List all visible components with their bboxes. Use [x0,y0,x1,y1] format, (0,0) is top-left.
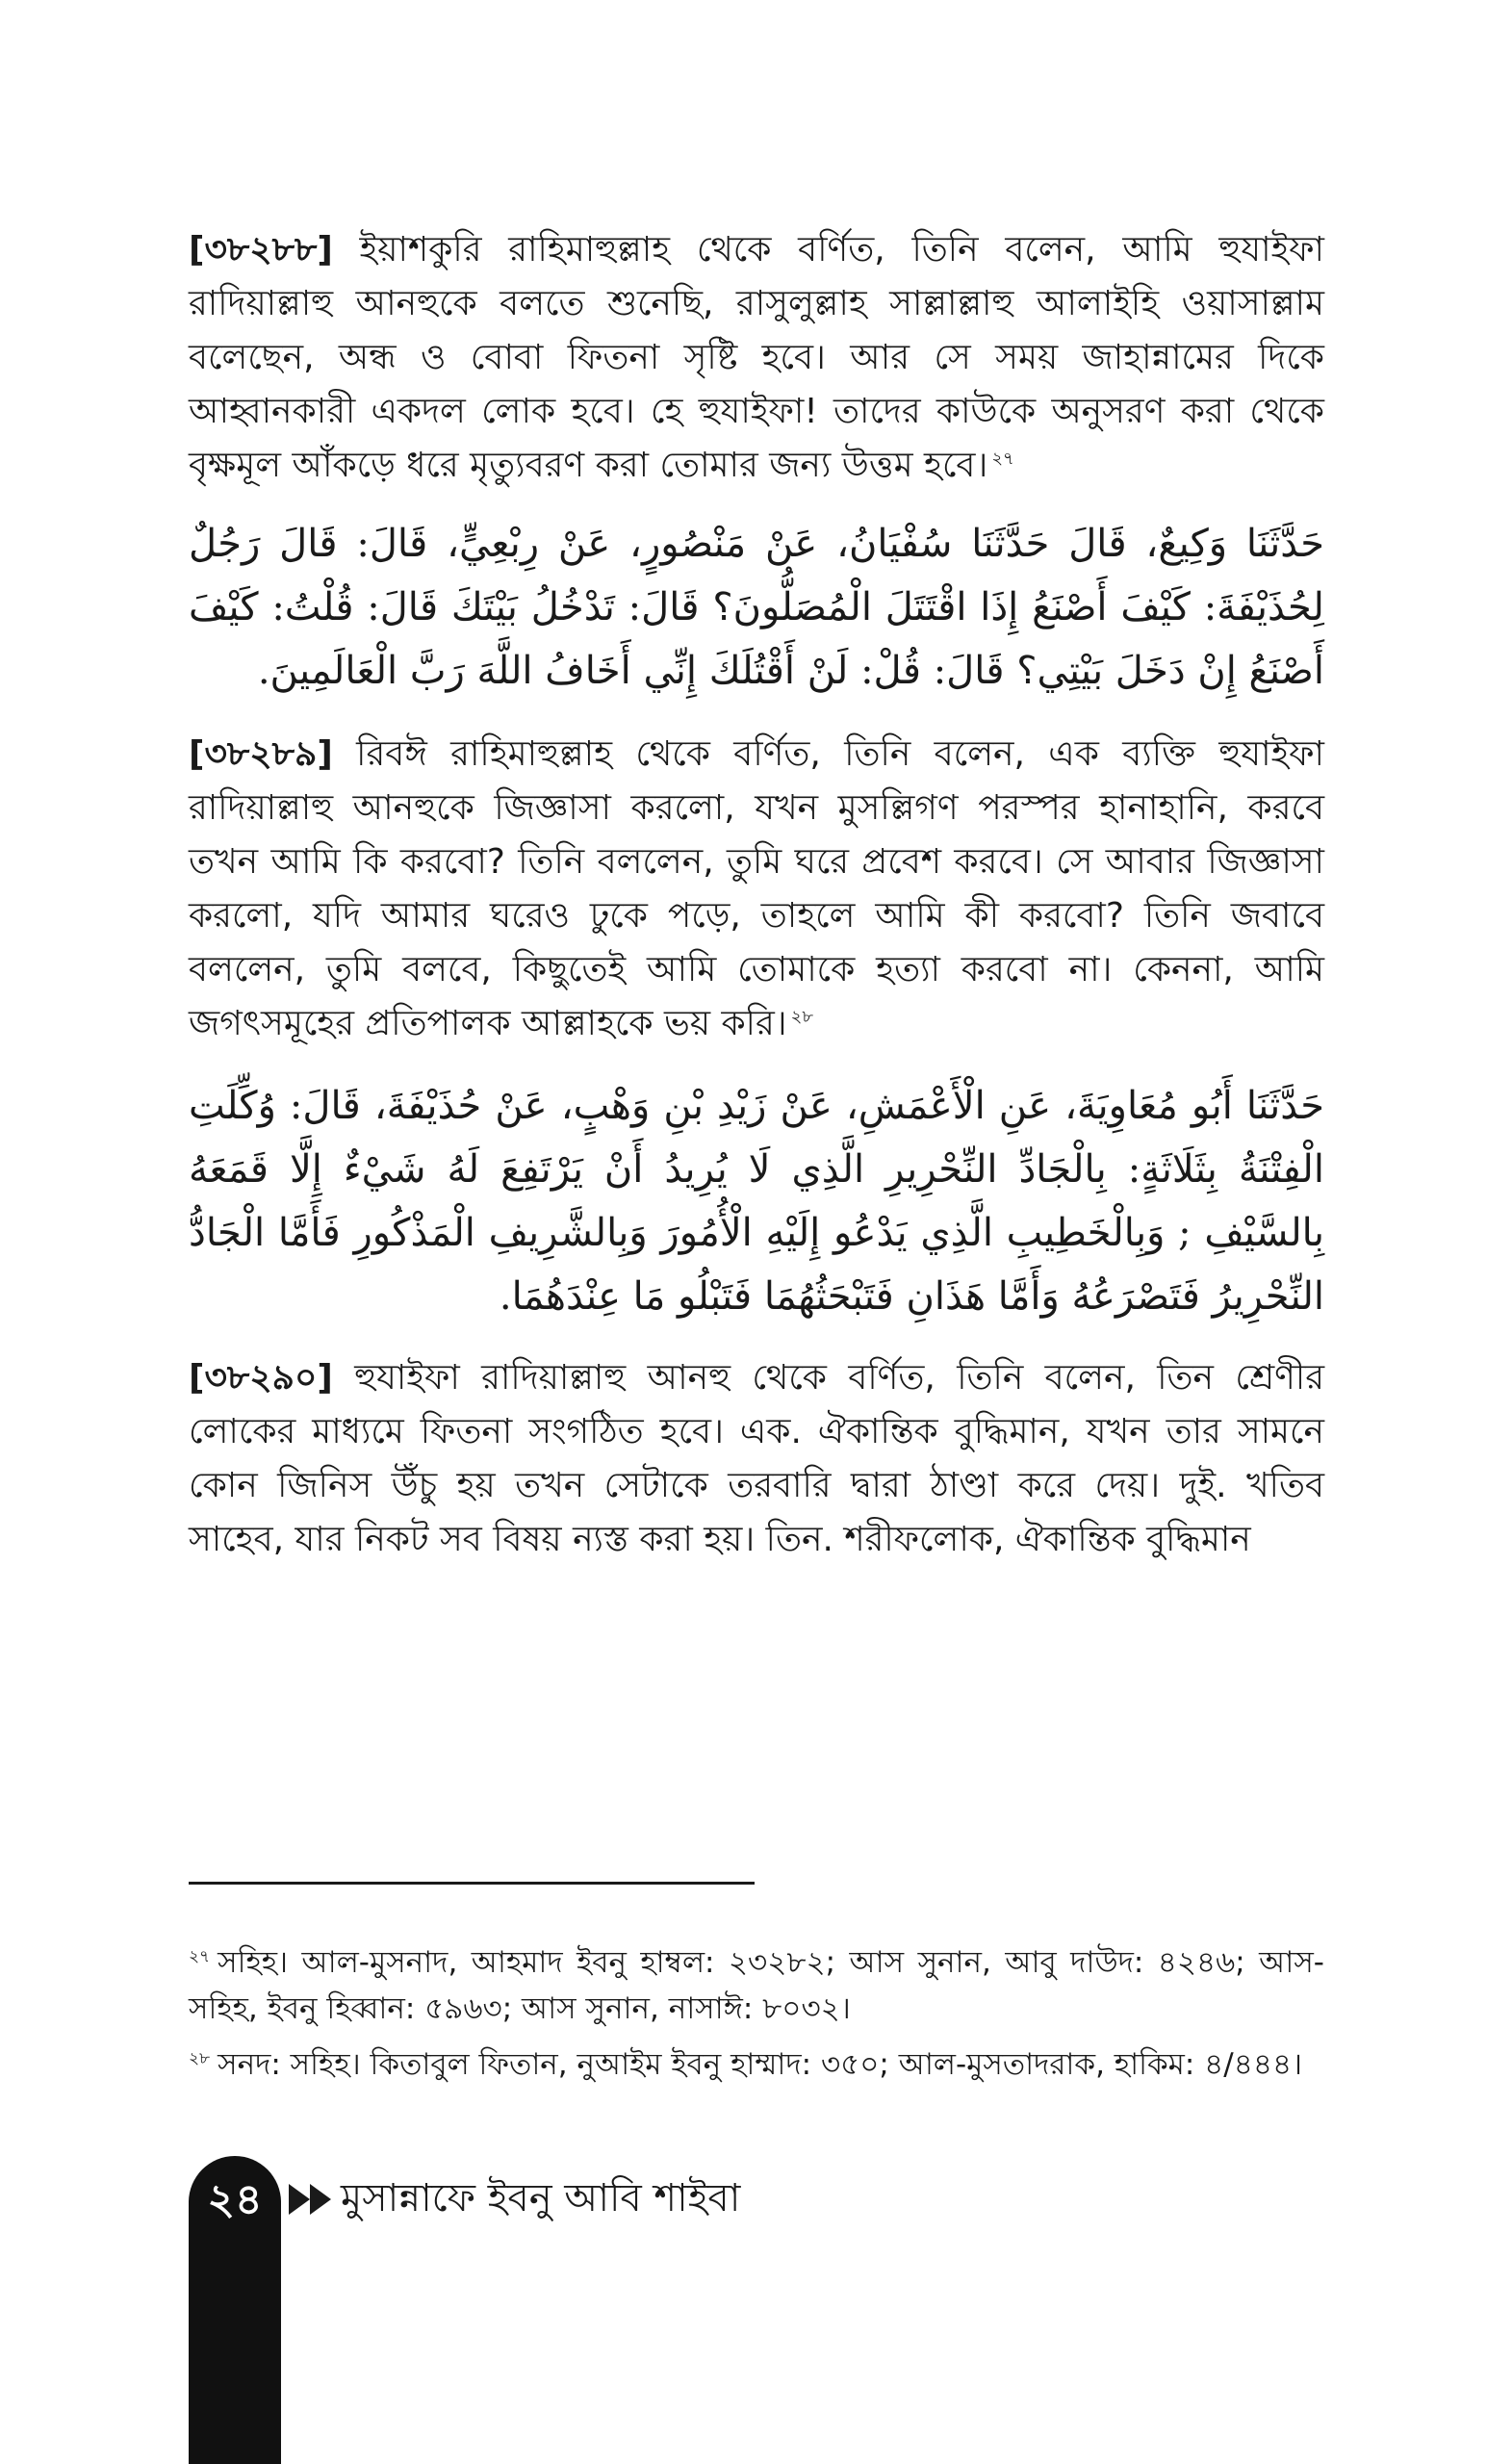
footnote-text: সহিহ। আল-মুসনাদ, আহমাদ ইবনু হাম্বল: ২৩২৮২; আস সুনান, আবু দাউদ: ৪২৪৬; আস-সহিহ, ইবনু হিব্বান: ৫৯৬৩; আস সুনান, নাসাঈ: ৮০৩২। [189,1945,1324,2026]
hadith-text: হুযাইফা রাদিয়াল্লাহু আনহু থেকে বর্ণিত, তিনি বলেন, তিন শ্রেণীর লোকের মাধ্যমে ফিতনা সংগঠিত হবে। এক. ঐকান্তিক বুদ্ধিমান, যখন তার সামনে কোন জিনিস উঁচু হয় তখন সেটাকে তরবারি দ্বারা ঠাণ্ডা করে দেয়। দুই. খতিব সাহেব, যার নিকট সব বিষয় ন্যস্ত করা হয়। তিন. শরীফলোক, ঐকান্তিক বুদ্ধিমান [189,1358,1324,1559]
footnote-mark: ২৭ [189,1946,211,1966]
hadith-paragraph [189,223,1324,493]
page-number: ২৪ [207,2174,263,2224]
footnote-reference[interactable]: ২৮ [790,1007,814,1027]
footnote-text: সনদ: সহিহ। কিতাবুল ফিতান, নুআইম ইবনু হাম্মাদ: ৩৫০; আল-মুসতাদরাক, হাকিম: ৪/৪৪৪। [218,2047,1303,2082]
footnote-divider [189,1882,755,1885]
hadith-paragraph [189,728,1324,1051]
arabic-text: حَدَّثَنَا أَبُو مُعَاوِيَةَ، عَنِ الْأَعْمَشِ، عَنْ زَيْدِ بْنِ وَهْبٍ، عَنْ حُذَيْفَةَ، قَالَ: وُكِّلَتِ الْفِتْنَةُ بِثَلَاثَةٍ: بِالْجَادِّ النِّحْرِيرِ الَّذِي لَا يُرِيدُ أَنْ يَرْتَفِعَ لَهُ شَيْءٌ إِلَّا قَمَعَهُ بِالسَّيْفِ ; وَبِالْخَطِيبِ الَّذِي يَدْعُو إِلَيْهِ الْأُمُورَ وَبِالشَّرِيفِ الْمَذْكُورِ فَأَمَّا الْجَادُّ النِّحْرِيرُ فَتَصْرَعُهُ وَأَمَّا هَذَانِ فَتَبْحَثُهُمَا فَتَبْلُو مَا عِنْدَهُمَا. [189,1084,1324,1319]
book-title: মুসান্নাফে ইবনু আবি শাইবা [341,2176,741,2220]
hadith-paragraph [189,1351,1324,1567]
hadith-text: ইয়াশকুরি রাহিমাহুল্লাহ থেকে বর্ণিত, তিনি বলেন, আমি হুযাইফা রাদিয়াল্লাহু আনহুকে বলতে শুনেছি, রাসুলুল্লাহ সাল্লাল্লাহু আলাইহি ওয়াসাল্লাম বলেছেন, অন্ধ ও বোবা ফিতনা সৃষ্টি হবে। আর সে সময় জাহান্নামের দিকে আহ্বানকারী একদল লোক হবে। হে হুযাইফা! তাদের কাউকে অনুসরণ করা থেকে বৃক্ষমূল আঁকড়ে ধরে মৃত্যুবরণ করা তোমার জন্য উত্তম হবে। [189,230,1324,485]
double-play-arrow-icon [289,2180,333,2219]
hadith-number: [৩৮২৮৮] [189,230,333,270]
footnote-reference[interactable]: ২৭ [991,449,1014,469]
footnotes-section [189,1939,1324,2097]
hadith-text: রিবঈ রাহিমাহুল্লাহ থেকে বর্ণিত, তিনি বলেন, এক ব্যক্তি হুযাইফা রাদিয়াল্লাহু আনহুকে জিজ্ঞাসা করলো, যখন মুসল্লিগণ পরস্পর হানাহানি, করবে তখন আমি কি করবো? তিনি বললেন, তুমি ঘরে প্রবেশ করবে। সে আবার জিজ্ঞাসা করলো, যদি আমার ঘরেও ঢুকে পড়ে, তাহলে আমি কী করবো? তিনি জবাবে বললেন, তুমি বলবে, কিছুতেই আমি তোমাকে হত্যা করবো না। কেননা, আমি জগৎসমূহের প্রতিপালক আল্লাহকে ভয় করি। [189,734,1324,1043]
footnote-mark: ২৮ [189,2048,211,2068]
page-content [189,223,1324,1567]
footnote [189,2041,1324,2088]
hadith-number: [৩৮২৮৯] [189,734,333,774]
hadith-number: [৩৮২৯০] [189,1358,333,1398]
arabic-text: حَدَّثَنَا وَكِيعٌ، قَالَ حَدَّثَنَا سُفْيَانُ، عَنْ مَنْصُورٍ، عَنْ رِبْعِيٍّ، قَالَ: قَالَ رَجُلٌ لِحُذَيْفَةَ: كَيْفَ أَصْنَعُ إِذَا اقْتَتَلَ الْمُصَلُّونَ؟ قَالَ: تَدْخُلُ بَيْتَكَ قَالَ: قُلْتُ: كَيْفَ أَصْنَعُ إِنْ دَخَلَ بَيْتِي؟ قَالَ: قُلْ: لَنْ أَقْتُلَكَ إِنِّي أَخَافُ اللَّهَ رَبَّ الْعَالَمِينَ. [189,522,1324,693]
footnote [189,1939,1324,2032]
